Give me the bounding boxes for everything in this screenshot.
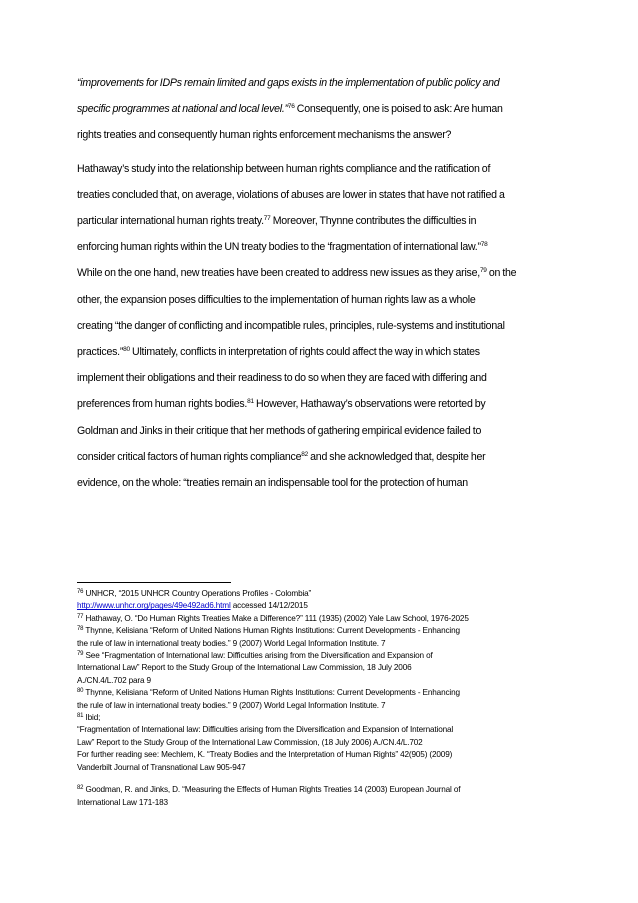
body-text-span: Ultimately, conflicts in interpretation of rights could affect the way in which states [129, 346, 480, 359]
footnote-number: 76 [77, 589, 84, 595]
footnote-text: See “Fragmentation of International law: Difficulties arising from the Diversification and Expansion of [83, 651, 433, 661]
footnotes [77, 588, 572, 809]
footnote-text: Thynne, Kelisiana “Reform of United Nations Human Rights Institutions: Current Developments - Enhancing [83, 688, 460, 698]
body-text-span: and she acknowledged that, despite her [307, 450, 486, 463]
footnote-line [77, 600, 572, 612]
quote-text: specific programmes at national and local level.” [77, 103, 288, 116]
footnote-ref-82[interactable]: 82 [301, 450, 308, 458]
footnote-number: 79 [77, 651, 84, 658]
body-line [77, 260, 567, 286]
body-text-span: on the [486, 267, 517, 280]
footnote-line [77, 712, 572, 724]
body-text-span: particular international human rights treaty. [77, 215, 264, 228]
footnote-separator [77, 582, 231, 583]
footnote-number: 81 [77, 713, 84, 720]
body-line [77, 444, 567, 470]
footnote-line [77, 588, 572, 600]
body-text-span: Moreover, Thynne contributes the difficulties in [270, 215, 477, 228]
footnote-line [77, 784, 572, 796]
unhcr-link[interactable]: http://www.unhcr.org/pages/49e492ad6.html [77, 601, 231, 611]
quote-text: “improvements for IDPs remain limited and gaps exists in the implementation of public policy and [77, 77, 500, 89]
footnote-text: accessed 14/12/2015 [230, 601, 308, 611]
footnote-ref-78[interactable]: 78 [480, 241, 488, 249]
footnote-ref-79[interactable]: 79 [479, 267, 487, 275]
body-text-span: While on the one hand, new treaties have been created to address new issues as they arise, [77, 267, 480, 280]
body-line: rights treaties and consequently human rights enforcement mechanisms the answer? [77, 129, 452, 142]
body-text-span: preferences from human rights bodies. [77, 398, 248, 411]
footnote-79 [77, 650, 572, 687]
footnote-number: 80 [77, 688, 84, 695]
paragraph-1 [77, 70, 567, 149]
footnote-text: UNHCR, “2015 UNHCR Country Operations Profiles - Colombia” [83, 589, 312, 598]
body-line [77, 391, 567, 417]
body-text-span: consider critical factors of human rights compliance [77, 450, 302, 463]
body-line: implement their obligations and their readiness to do so when they are faced with differing and [77, 372, 487, 385]
footnote-ref-76[interactable]: 76 [287, 103, 295, 111]
footnote-line: For further reading see: Mechlem, K. “Treaty Bodies and the Interpretation of Human Rights” 42(905) (2009) [77, 750, 453, 760]
footnote-line: the rule of law in international treaty bodies.” 9 (2007) World Legal Information Institute. 7 [77, 700, 386, 710]
footnote-77 [77, 613, 572, 625]
body-text-span: However, Hathaway’s observations were retorted by [253, 398, 486, 411]
footnote-line: Law” Report to the Study Group of the International Law Commission, (18 July 2006) A./CN.4/L.702 [77, 737, 423, 747]
footnote-76 [77, 588, 572, 613]
body-text-span: enforcing human rights within the UN treaty bodies to the ‘fragmentation of international law.” [77, 241, 481, 254]
footnote-line: A./CN.4/L.702 para 9 [77, 675, 151, 685]
footnote-line: International Law 171-183 [77, 797, 168, 807]
footnote-text: Hathaway, O. “Do Human Rights Treaties Make a Difference?” 111 (1935) (2002) Yale Law School, 1976-2025 [83, 613, 469, 623]
body-line [77, 70, 567, 96]
footnote-ref-81[interactable]: 81 [247, 398, 254, 406]
footnote-line: the rule of law in international treaty bodies.” 9 (2007) World Legal Information Institute. 7 [77, 638, 386, 648]
footnote-80 [77, 687, 572, 712]
body-line: Goldman and Jinks in their critique that her methods of gathering empirical evidence failed to [77, 424, 482, 437]
footnote-text: Goodman, R. and Jinks, D. “Measuring the Effects of Human Rights Treaties 14 (2003) European Journal of [83, 785, 461, 795]
footnote-82 [77, 784, 572, 809]
footnote-line [77, 625, 572, 637]
footnote-line [77, 613, 572, 625]
footnote-number: 82 [77, 785, 84, 792]
body-text-span: Consequently, one is poised to ask: Are human [294, 103, 503, 116]
footnote-line [77, 687, 572, 699]
body-line: treaties concluded that, on average, violations of abuses are lower in states that have not ratified a [77, 188, 505, 201]
footnote-81 [77, 712, 572, 774]
footnote-line [77, 650, 572, 662]
footnote-text: Ibid; [83, 713, 101, 723]
body-line: Hathaway’s study into the relationship between human rights compliance and the ratification of [77, 162, 491, 175]
body-line [77, 339, 567, 365]
footnote-line: Vanderbilt Journal of Transnational Law 905-947 [77, 762, 246, 772]
footnote-ref-77[interactable]: 77 [263, 215, 271, 223]
footnote-line: “Fragmentation of International law: Difficulties arising from the Diversification and Expansion of International [77, 725, 454, 735]
body-line: evidence, on the whole: “treaties remain an indispensable tool for the protection of human [77, 477, 468, 490]
body-text [77, 70, 567, 496]
body-line: creating “the danger of conflicting and incompatible rules, principles, rule-systems and institutional [77, 319, 505, 332]
body-line [77, 208, 567, 234]
footnote-number: 77 [77, 613, 84, 620]
footnote-ref-80[interactable]: 80 [123, 346, 130, 354]
paragraph-2 [77, 156, 567, 497]
footnote-78 [77, 625, 572, 650]
footnote-text: Thynne, Kelisiana “Reform of United Nations Human Rights Institutions: Current Developments - Enhancing [83, 626, 460, 636]
body-line: other, the expansion poses difficulties to the implementation of human rights law as a whole [77, 293, 476, 306]
body-line [77, 234, 567, 260]
footnote-line: International Law” Report to the Study Group of the International Law Commission, 18 July 2006 [77, 663, 412, 673]
footnote-number: 78 [77, 626, 84, 633]
body-text-span: practices.” [77, 346, 124, 359]
body-line [77, 96, 567, 122]
